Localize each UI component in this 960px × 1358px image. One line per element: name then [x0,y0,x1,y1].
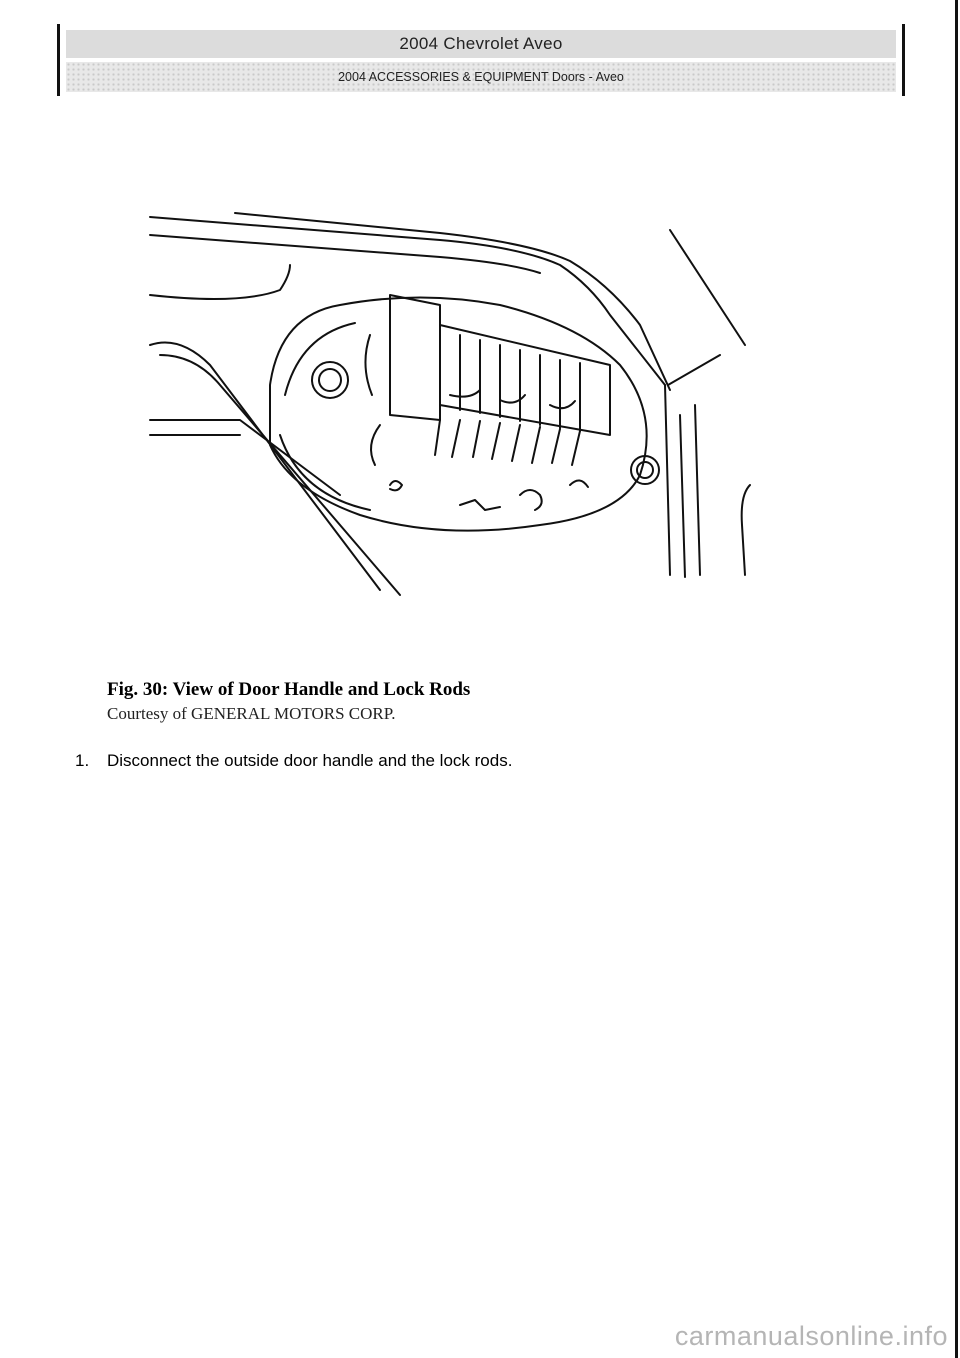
figure-caption [107,678,807,726]
figure-caption-title: Fig. 30: View of Door Handle and Lock Rods [107,679,471,700]
page-right-border [955,0,958,1358]
procedure-step [75,751,895,771]
step-number: 1. [75,751,90,770]
figure-caption-credit: Courtesy of GENERAL MOTORS CORP. [107,704,396,723]
step-text: Disconnect the outside door handle and the lock rods. [107,751,513,770]
header-subtitle: 2004 ACCESSORIES & EQUIPMENT Doors - Aveo [338,70,624,84]
watermark-text: carmanualsonline.info [674,1321,948,1351]
page-header [57,24,905,96]
header-title: 2004 Chevrolet Aveo [66,30,896,58]
door-handle-diagram [140,195,760,605]
header-subtitle-band [66,62,896,92]
